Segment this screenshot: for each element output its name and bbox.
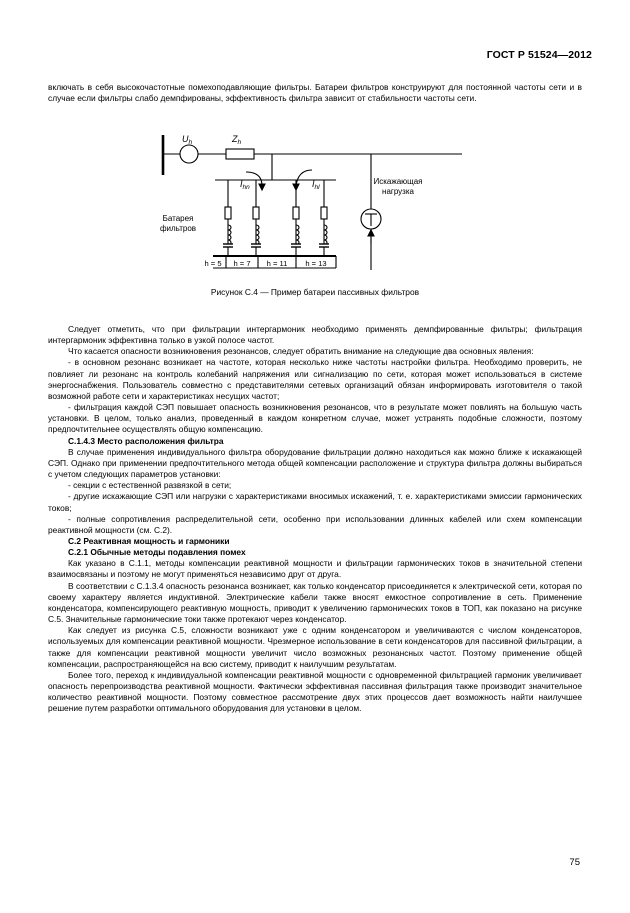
page-number: 75: [569, 857, 580, 868]
battery-label-line1: Батарея: [162, 214, 194, 223]
body-paragraph: В соответствии с С.1.3.4 опасность резонанса возникает, как только конденсатор присоединяется к электрической сети, которая по своему характеру является индуктивной. Электрические кабели также вносят емкостное сопротивление в сеть. Применение конденсатора, компенсирующего реактивную мощность, приводит к увеличению гармонических токов в ТОП, как показано на рисунке С.5. Значительные гармонические токи также протекают через конденсатор.: [48, 580, 582, 625]
filter-resistor: [293, 207, 299, 219]
harmonic-label-5: h = 5: [204, 259, 222, 268]
body-paragraph: - секции с естественной развязкой в сети;: [68, 480, 232, 491]
section-heading: С.2 Реактивная мощность и гармоники: [68, 535, 230, 546]
filter-resistor: [225, 207, 231, 219]
source-circle: [180, 145, 198, 163]
current-ihl-label: $I_{hl}$: [312, 179, 320, 191]
load-label-line2: нагрузка: [382, 187, 414, 196]
intro-paragraph: включать в себя высокочастотные помехоподавляющие фильтры. Батареи фильтров конструируют для постоянной частоты сети и в случае если фильтры слабо демпфированы, эффективность фильтра зависит от стабильности частоты сети.: [48, 82, 582, 104]
body-paragraph: Следует отметить, что при фильтрации интергармоник необходимо применять демпфированные фильтры; фильтрация интергармоник эффективна только в узкой полосе частот.: [48, 324, 582, 346]
standard-header: ГОСТ Р 51524—2012: [486, 49, 592, 61]
body-paragraph: Более того, переход к индивидуальной компенсации реактивной мощности с одновременной фильтрацией гармоник увеличивает опасность перепроизводства реактивной мощности. Фактически эффективная пассивная фильтрация также производит значительное количество реактивной мощности. Поэтому совместное рассмотрение двух этих процессов дает возможность найти наилучшее решение путем разработки оптимального оборудования для установки в целом.: [48, 669, 582, 714]
body-paragraph: Как следует из рисунка С.5, сложности возникают уже с одним конденсатором и увеличиваются с числом конденсаторов, используемых для компенсации реактивной мощности. Чрезмерное использование в сети конденсаторов для пассивной фильтрации, а также для компенсации реактивной мощности увеличит число возможных резонансных частот. Поэтому применение общей компенсации, распространяющейся на всю систему, приводит к наилучшим результатам.: [48, 625, 582, 669]
section-heading: С.2.1 Обычные методы подавления помех: [68, 547, 246, 558]
filter-resistor: [321, 207, 327, 219]
body-paragraph: - в основном резонанс возникает на частоте, которая несколько ниже частоты настройки фильтра. Необходимо проверить, не повлияет ли резонанс на контроль колебаний напряжения или сигнализацию по сети, которая может использоваться в системе энергоснабжения. Пользователь совместно с представителями сетевых организаций обязан информировать изготовителя о такой возможной работе сети и характеристиках несущих частот;: [48, 357, 582, 401]
filter-resistor: [253, 207, 259, 219]
body-paragraph: В случае применения индивидуального фильтра оборудование фильтрации должно находиться как можно ближе к искажающей СЭП. Однако при применении предпочтительного метода общей компенсации расположение и структура фильтра должны выбираться с учетом следующих параметров установки:: [48, 446, 582, 480]
body-text: [48, 324, 582, 714]
section-heading: С.1.4.3 Место расположения фильтра: [68, 435, 224, 446]
body-paragraph: Что касается опасности возникновения резонансов, следует обратить внимание на следующие два основных явления:: [68, 346, 534, 357]
impedance-rect: [226, 149, 254, 159]
source-label: $U_h$: [182, 134, 193, 146]
harmonic-label-11: h = 11: [266, 259, 288, 268]
current-ihn-label: $I_{hn}$: [240, 179, 250, 191]
harmonic-label-13: h = 13: [305, 259, 327, 268]
battery-label-line2: фильтров: [159, 224, 197, 233]
figure-caption: Рисунок С.4 — Пример батареи пассивных фильтров: [210, 287, 420, 297]
load-label-line1: Искажающая: [373, 177, 423, 186]
impedance-label: $Z_h$: [232, 134, 242, 146]
harmonic-label-7: h = 7: [233, 259, 251, 268]
filter-battery-diagram: [0, 0, 630, 290]
body-paragraph: Как указано в С.1.1, методы компенсации реактивной мощности и фильтрации гармонических токов в значительной степени взаимосвязаны и поэтому не могут применяться независимо друг от друга.: [48, 558, 582, 580]
body-paragraph: - фильтрация каждой СЭП повышает опасность возникновения резонансов, что в результате может повлиять на большую часть установки. В целом, только анализ, проведенный в каждом конкретном случае, может устранять подобные сложности, поэтому предпочтительнее осуществлять общую компенсацию.: [48, 402, 582, 435]
load-arrow: [368, 230, 374, 236]
body-paragraph: - другие искажающие СЭП или нагрузки с характеристиками вносимых искажений, т. е. характеристиками эмиссии гармонических токов;: [48, 491, 582, 513]
body-paragraph: - полные сопротивления распределительной сети, особенно при использовании длинных кабелей или схем компенсации реактивной мощности (см. С.2).: [48, 513, 582, 535]
